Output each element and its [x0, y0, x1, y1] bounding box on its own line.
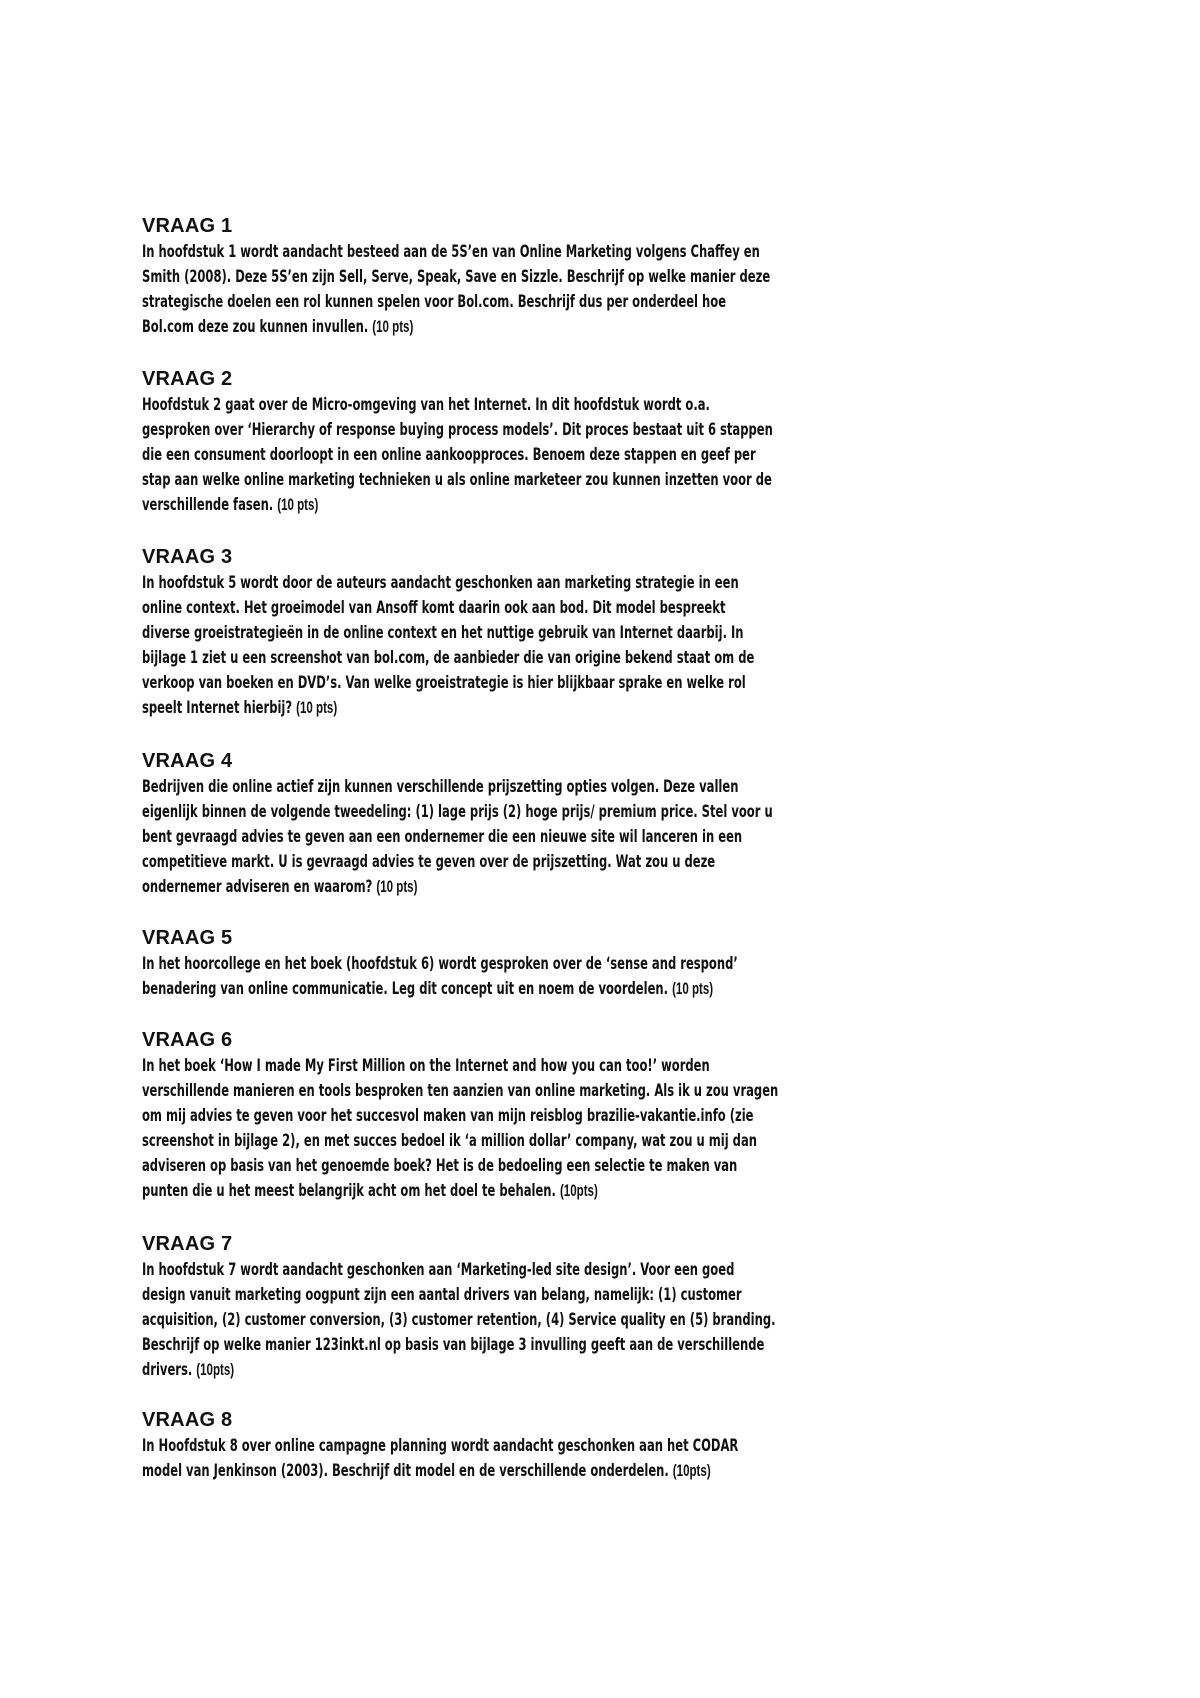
question-heading: VRAAG 1 — [142, 215, 233, 237]
question-body — [142, 1257, 1042, 1382]
question-7 — [142, 1232, 1042, 1382]
question-text: speelt Internet hierbij? — [142, 698, 293, 717]
question-text-line: verschillende manieren en tools besproken ten aanzien van online marketing. Als ik u zou vragen — [142, 1081, 779, 1100]
question-text-line: Bedrijven die online actief zijn kunnen verschillende prijszetting opties volgen. Deze vallen — [142, 777, 739, 796]
question-text-line: screenshot in bijlage 2), en met succes bedoel ik ‘a million dollar’ company, wat zou u mij dan — [142, 1131, 757, 1150]
question-text-line: die een consument doorloopt in een online aankoopproces. Benoem deze stappen en geef per — [142, 445, 756, 464]
question-4 — [142, 749, 1042, 899]
question-text-line-last — [142, 492, 772, 517]
question-heading: VRAAG 5 — [142, 927, 233, 949]
question-text-line: Smith (2008). Deze 5S’en zijn Sell, Serve, Speak, Save en Sizzle. Beschrijf op welke manier deze — [142, 267, 771, 286]
question-text-line: bijlage 1 ziet u een screenshot van bol.com, de aanbieder die van origine bekend staat om de — [142, 648, 755, 667]
question-text-line-last — [142, 314, 772, 339]
points-label: (10 pts) — [296, 699, 338, 717]
question-text-line: In het boek ‘How I made My First Million on the Internet and how you can too!’ worden — [142, 1056, 710, 1075]
question-text: benadering van online communicatie. Leg dit concept uit en noem de voordelen. — [142, 979, 669, 998]
question-body — [142, 392, 1042, 517]
question-text: model van Jenkinson (2003). Beschrijf dit model en de verschillende onderdelen. — [142, 1461, 669, 1480]
question-heading: VRAAG 8 — [142, 1409, 233, 1431]
question-1 — [142, 214, 1042, 339]
question-text: drivers. — [142, 1360, 193, 1379]
question-2 — [142, 367, 1042, 517]
points-label: (10 pts) — [372, 318, 414, 336]
question-8 — [142, 1408, 1042, 1483]
question-heading: VRAAG 7 — [142, 1233, 233, 1255]
question-text-line: In het hoorcollege en het boek (hoofdstuk 6) wordt gesproken over de ‘sense and respond’ — [142, 954, 738, 973]
question-heading: VRAAG 2 — [142, 368, 233, 390]
question-text: Bol.com deze zou kunnen invullen. — [142, 317, 369, 336]
points-label: (10 pts) — [376, 878, 418, 896]
question-text: verschillende fasen. — [142, 495, 274, 514]
question-body — [142, 1433, 1042, 1483]
points-label: (10 pts) — [672, 980, 714, 998]
question-heading: VRAAG 6 — [142, 1029, 233, 1051]
question-text-line-last — [142, 1178, 772, 1203]
question-text: punten die u het meest belangrijk acht om het doel te behalen. — [142, 1181, 556, 1200]
question-3 — [142, 545, 1042, 720]
question-6 — [142, 1028, 1042, 1203]
question-5 — [142, 926, 1042, 1001]
points-label: (10 pts) — [277, 496, 319, 514]
question-text-line: Hoofdstuk 2 gaat over de Micro-omgeving van het Internet. In dit hoofdstuk wordt o.a. — [142, 395, 710, 414]
question-text: ondernemer adviseren en waarom? — [142, 877, 373, 896]
question-text-line: bent gevraagd advies te geven aan een ondernemer die een nieuwe site wil lanceren in een — [142, 827, 743, 846]
question-text-line: In hoofdstuk 7 wordt aandacht geschonken aan ‘Marketing-led site design’. Voor een goed — [142, 1260, 735, 1279]
question-text-line: diverse groeistrategieën in de online context en het nuttige gebruik van Internet daarbij. In — [142, 623, 744, 642]
question-text-line-last — [142, 976, 772, 1001]
question-text-line: design vanuit marketing oogpunt zijn een aantal drivers van belang, namelijk: (1) customer — [142, 1285, 742, 1304]
question-text-line: In Hoofdstuk 8 over online campagne planning wordt aandacht geschonken aan het CODAR — [142, 1436, 739, 1455]
question-heading: VRAAG 3 — [142, 546, 233, 568]
question-text-line-last — [142, 1458, 772, 1483]
points-label: (10pts) — [196, 1361, 235, 1379]
points-label: (10pts) — [559, 1182, 598, 1200]
question-text-line: gesproken over ‘Hierarchy of response buying process models’. Dit proces bestaat uit 6 stappen — [142, 420, 773, 439]
question-body — [142, 570, 1042, 720]
points-label: (10pts) — [672, 1462, 711, 1480]
question-text-line: Beschrijf op welke manier 123inkt.nl op basis van bijlage 3 invulling geeft aan de verschillende — [142, 1335, 765, 1354]
question-text-line: adviseren op basis van het genoemde boek? Het is de bedoeling een selectie te maken van — [142, 1156, 738, 1175]
question-heading: VRAAG 4 — [142, 750, 233, 772]
question-text-line: In hoofdstuk 1 wordt aandacht besteed aan de 5S’en van Online Marketing volgens Chaffey en — [142, 242, 760, 261]
question-text-line: In hoofdstuk 5 wordt door de auteurs aandacht geschonken aan marketing strategie in een — [142, 573, 739, 592]
question-text-line: om mij advies te geven voor het succesvol maken van mijn reisblog brazilie-vakantie.info (zie — [142, 1106, 754, 1125]
question-text-line-last — [142, 874, 772, 899]
question-text-line-last — [142, 1357, 772, 1382]
question-body — [142, 239, 1042, 339]
question-text-line: eigenlijk binnen de volgende tweedeling: (1) lage prijs (2) hoge prijs/ premium price. Stel voor u — [142, 802, 773, 821]
question-text-line: stap aan welke online marketing technieken u als online marketeer zou kunnen inzetten voor de — [142, 470, 772, 489]
question-body — [142, 1053, 1042, 1203]
question-text-line-last — [142, 695, 772, 720]
question-body — [142, 774, 1042, 899]
question-text-line: acquisition, (2) customer conversion, (3) customer retention, (4) Service quality en (5) branding. — [142, 1310, 776, 1329]
question-text-line: verkoop van boeken en DVD’s. Van welke groeistrategie is hier blijkbaar sprake en welke rol — [142, 673, 746, 692]
question-text-line: online context. Het groeimodel van Ansoff komt daarin ook aan bod. Dit model bespreekt — [142, 598, 726, 617]
question-text-line: competitieve markt. U is gevraagd advies te geven over de prijszetting. Wat zou u deze — [142, 852, 716, 871]
question-text-line: strategische doelen een rol kunnen spelen voor Bol.com. Beschrijf dus per onderdeel hoe — [142, 292, 727, 311]
question-body — [142, 951, 1042, 1001]
